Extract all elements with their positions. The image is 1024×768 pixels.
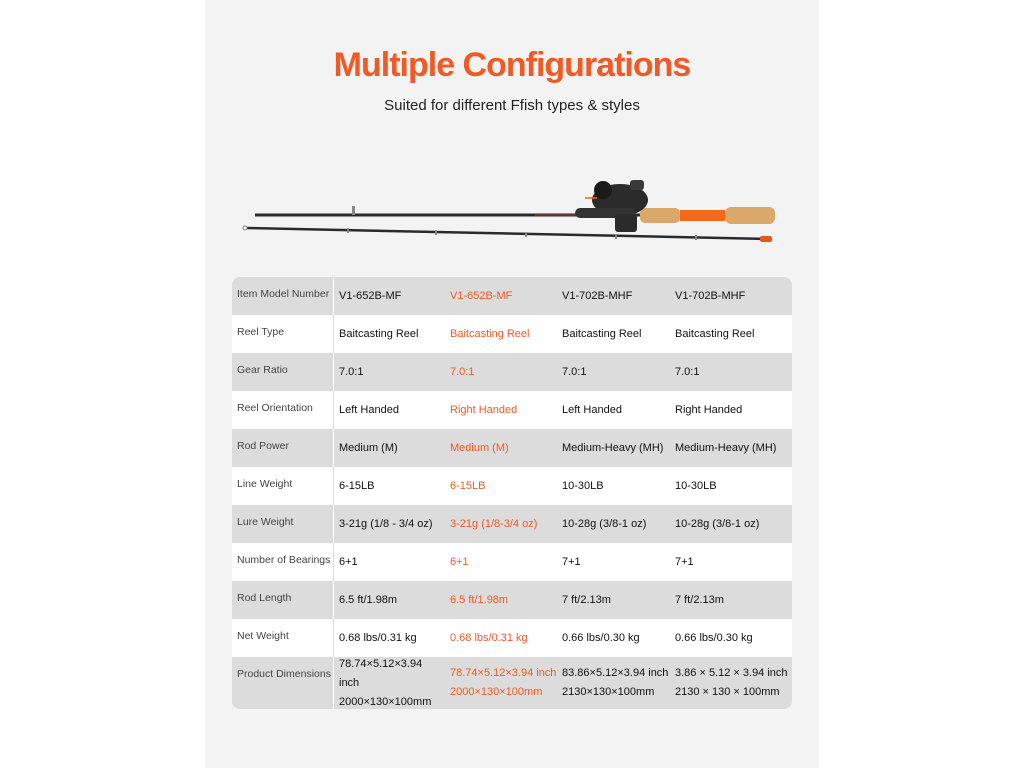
table-cell-model-3: 10-30LB	[562, 480, 604, 492]
table-cell-model-1: 6.5 ft/1.98m	[333, 581, 445, 619]
table-cell-model-4: Baitcasting Reel	[675, 328, 755, 340]
rod-guide	[352, 206, 355, 215]
rear-grip	[725, 207, 775, 224]
table-cell-model-4: 0.66 lbs/0.30 kg	[675, 632, 753, 644]
row-label: Reel Orientation	[232, 391, 333, 429]
table-cell-model-4: 10-30LB	[675, 480, 717, 492]
table-cell-model-3: Medium-Heavy (MH)	[562, 442, 664, 454]
table-cell-model-1: 3-21g (1/8 - 3/4 oz)	[333, 505, 445, 543]
table-cell-model-3: V1-702B-MHF	[562, 290, 633, 302]
table-cell-model-1: Left Handed	[333, 391, 445, 429]
table-row	[232, 391, 792, 429]
table-cell-model-3: 7.0:1	[562, 366, 587, 378]
table-row	[232, 581, 792, 619]
table-cell-model-2: 3-21g (1/8-3/4 oz)	[450, 518, 538, 530]
table-cell-model-2: Right Handed	[450, 404, 518, 416]
cell-line: 78.74×5.12×3.94 inch	[339, 657, 423, 689]
row-label: Lure Weight	[232, 505, 333, 543]
table-cell-model-1: Medium (M)	[333, 429, 445, 467]
table-cell-model-2: 6-15LB	[450, 480, 486, 492]
cell-line: 2000×130×100mm	[450, 686, 543, 698]
row-label: Item Model Number	[232, 277, 333, 315]
cell-line: 2130×130×100mm	[562, 686, 655, 698]
table-cell-model-2	[445, 657, 557, 709]
table-cell-model-2: 7.0:1	[450, 366, 475, 378]
table-cell-model-4: V1-702B-MHF	[675, 290, 746, 302]
table-cell-model-4: 7.0:1	[675, 366, 700, 378]
row-label: Line Weight	[232, 467, 333, 505]
table-cell-model-1	[333, 657, 445, 709]
table-cell-model-4: 7+1	[675, 556, 694, 568]
cell-line: 78.74×5.12×3.94 inch	[450, 667, 557, 679]
table-cell-model-4	[670, 657, 792, 709]
table-row	[232, 315, 792, 353]
table-cell-model-3: 7+1	[562, 556, 581, 568]
table-row	[232, 657, 792, 709]
table-cell-model-2: Baitcasting Reel	[450, 328, 530, 340]
cell-line: 3.86 × 5.12 × 3.94 inch	[675, 667, 788, 679]
row-label: Product Dimensions	[232, 657, 333, 709]
table-cell-model-2: V1-652B-MF	[450, 290, 513, 302]
table-cell-model-1: V1-652B-MF	[333, 277, 445, 315]
spec-table	[232, 277, 792, 709]
table-cell-model-3: 10-28g (3/8-1 oz)	[562, 518, 647, 530]
cell-line: 2000×130×100mm	[339, 695, 432, 708]
table-row	[232, 619, 792, 657]
row-label: Net Weight	[232, 619, 333, 657]
table-cell-model-3	[557, 657, 670, 709]
table-cell-model-3: Baitcasting Reel	[562, 328, 642, 340]
table-cell-model-3: Left Handed	[562, 404, 622, 416]
table-row	[232, 505, 792, 543]
table-cell-model-4: 10-28g (3/8-1 oz)	[675, 518, 760, 530]
table-cell-model-1: 7.0:1	[333, 353, 445, 391]
table-cell-model-3: 7 ft/2.13m	[562, 594, 611, 606]
table-cell-model-1: Baitcasting Reel	[333, 315, 445, 353]
page-title: Multiple Configurations	[333, 46, 691, 84]
cell-line: 2130 × 130 × 100mm	[675, 686, 780, 698]
table-cell-model-4: Right Handed	[675, 404, 743, 416]
page-subtitle: Suited for different Ffish types & styles	[384, 97, 640, 114]
baitcasting-reel	[575, 180, 648, 232]
reel-seat	[680, 210, 725, 221]
table-row	[232, 353, 792, 391]
table-row	[232, 467, 792, 505]
table-cell-model-3: 0.66 lbs/0.30 kg	[562, 632, 640, 644]
table-cell-model-2: Medium (M)	[450, 442, 509, 454]
table-cell-model-1: 6-15LB	[333, 467, 445, 505]
row-label: Number of Bearings	[232, 543, 333, 581]
row-label: Rod Power	[232, 429, 333, 467]
table-cell-model-2: 6+1	[450, 556, 469, 568]
table-row	[232, 429, 792, 467]
row-label: Reel Type	[232, 315, 333, 353]
table-row	[232, 543, 792, 581]
row-label: Gear Ratio	[232, 353, 333, 391]
table-cell-model-2: 0.68 lbs/0.31 kg	[450, 632, 528, 644]
table-cell-model-2: 6.5 ft/1.98m	[450, 594, 509, 606]
cell-line: 83.86×5.12×3.94 inch	[562, 667, 669, 679]
table-row	[232, 277, 792, 315]
rod-blank-lower	[247, 228, 770, 239]
fore-grip	[640, 208, 680, 223]
table-cell-model-4: 7 ft/2.13m	[675, 594, 724, 606]
row-label: Rod Length	[232, 581, 333, 619]
table-cell-model-1: 0.68 lbs/0.31 kg	[333, 619, 445, 657]
table-cell-model-4: Medium-Heavy (MH)	[675, 442, 777, 454]
table-cell-model-1: 6+1	[333, 543, 445, 581]
rod-and-reel-image	[235, 170, 785, 250]
